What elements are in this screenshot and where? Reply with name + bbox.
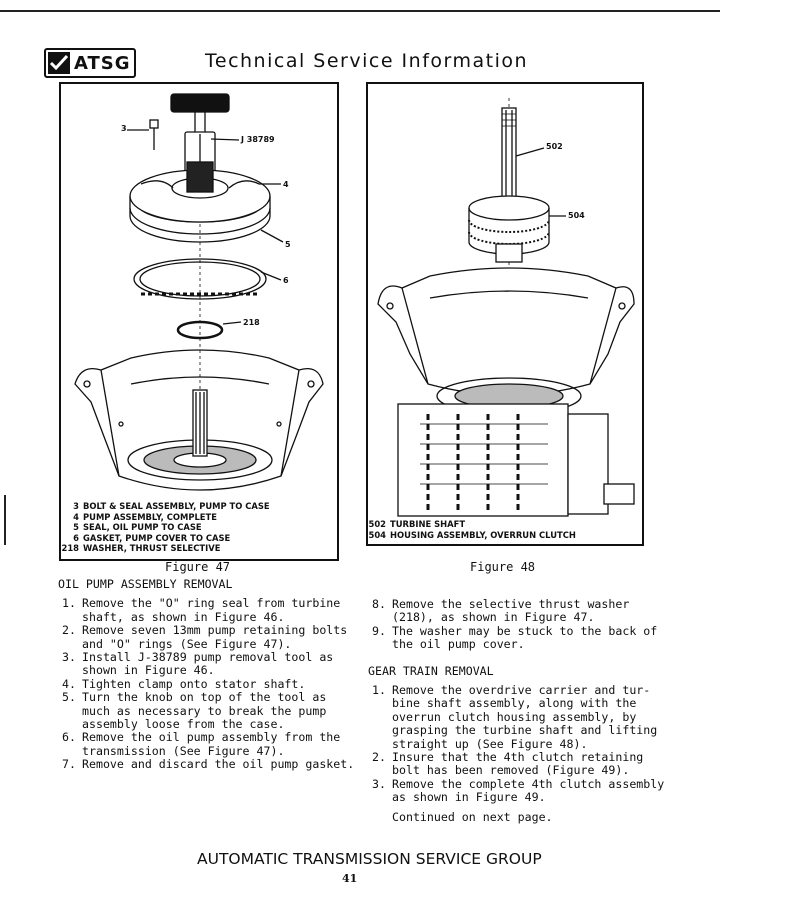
list-item: 3. Remove the complete 4th clutch assembly as shown in Figure 49. xyxy=(372,776,665,805)
figure-47-legend xyxy=(61,501,270,554)
figure-48-caption: Figure 48 xyxy=(470,560,536,574)
pump-removal-illustration xyxy=(61,84,337,559)
top-rule xyxy=(0,10,720,12)
section-title: OIL PUMP ASSEMBLY REMOVAL xyxy=(58,577,233,591)
callout-5: 5 xyxy=(285,240,291,249)
figure-48-legend xyxy=(368,519,576,540)
callout-502: 502 xyxy=(546,142,563,151)
list-item: 6. Remove the oil pump assembly from the transmission (See Figure 47). xyxy=(62,730,341,758)
legend-row: 502 TURBINE SHAFT xyxy=(368,519,466,529)
legend-row: 5 SEAL, OIL PUMP TO CASE xyxy=(73,522,202,532)
right-text-column xyxy=(368,598,668,824)
gear-train-removal-illustration xyxy=(368,84,642,544)
callout-4: 4 xyxy=(283,180,289,189)
list-item: 5. Turn the knob on top of the tool as much as necessary to break the pump assembly loose from the case. xyxy=(62,690,327,732)
legend-row: 504 HOUSING ASSEMBLY, OVERRUN CLUTCH xyxy=(368,529,576,540)
figure-48 xyxy=(366,82,644,546)
callout-218: 218 xyxy=(243,318,260,327)
section-title: GEAR TRAIN REMOVAL xyxy=(368,663,494,678)
page-number: 41 xyxy=(342,872,358,885)
oil-pump-removal-section xyxy=(58,578,358,772)
list-item: 2. Remove seven 13mm pump retaining bolts and "O" rings (See Figure 47). xyxy=(62,623,348,651)
callout-j38789: J 38789 xyxy=(241,135,275,144)
list-item: 1. Remove the overdrive carrier and tur- bine shaft assembly, along with the overrun clutch housing assembly, by grasping the turbine shaft and lifting straight up (See Figure 48). xyxy=(372,683,658,751)
list-item: 9. The washer may be stuck to the back of the oil pump cover. xyxy=(372,623,658,652)
list-item: 1. Remove the "O" ring seal from turbine shaft, as shown in Figure 46. xyxy=(62,596,341,624)
legend-row: 6 GASKET, PUMP COVER TO CASE xyxy=(73,532,231,543)
legend-row: 3 BOLT & SEAL ASSEMBLY, PUMP TO CASE xyxy=(73,501,270,511)
legend-row: 4 PUMP ASSEMBLY, COMPLETE xyxy=(73,511,217,522)
margin-mark xyxy=(4,495,6,545)
atsg-logo xyxy=(44,48,136,78)
list-item: 2. Insure that the 4th clutch retaining bolt has been removed (Figure 49). xyxy=(372,750,644,778)
legend-row: 218 WASHER, THRUST SELECTIVE xyxy=(61,543,221,553)
continued-note: Continued on next page. xyxy=(392,809,553,824)
list-item: 8. Remove the selective thrust washer (218), as shown in Figure 47. xyxy=(372,597,630,625)
list-item: 7. Remove and discard the oil pump gasket. xyxy=(62,757,355,772)
checkmark-icon xyxy=(48,52,70,74)
list-item: 3. Install J-38789 pump removal tool as shown in Figure 46. xyxy=(62,650,334,678)
figure-47-caption: Figure 47 xyxy=(165,560,231,574)
callout-6: 6 xyxy=(283,276,289,285)
callout-3: 3 xyxy=(121,124,127,133)
page-header-title: Technical Service Information xyxy=(205,50,529,72)
callout-504: 504 xyxy=(568,211,585,220)
footer-org: AUTOMATIC TRANSMISSION SERVICE GROUP xyxy=(197,850,542,868)
figure-47 xyxy=(59,82,339,561)
list-item: 4. Tighten clamp onto stator shaft. xyxy=(62,676,306,691)
logo-text: ATSG xyxy=(74,52,131,74)
